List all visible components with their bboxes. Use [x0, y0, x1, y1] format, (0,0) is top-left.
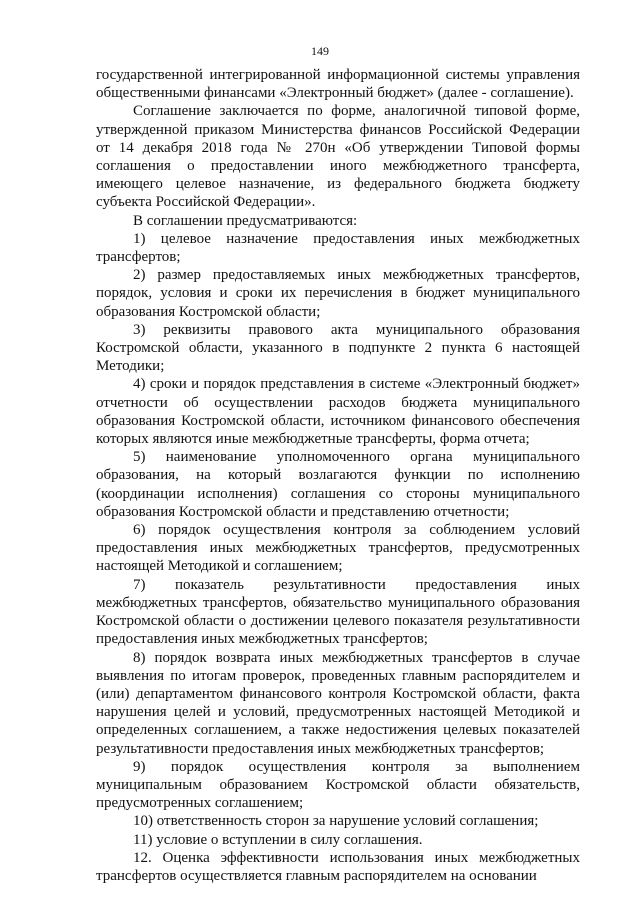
list-item-5: 5) наименование уполномоченного органа муниципального образования, на который возлагаются функции по исполнению (координации исполнения) соглашения со стороны муниципального образования Костромской области и представлению отчетности; [96, 449, 580, 520]
document-body [96, 66, 580, 885]
list-item-4: 4) сроки и порядок представления в системе «Электронный бюджет» отчетности об осуществлении расходов бюджета муниципального образования Костромской области, источником финансового обеспечения которых являются иные межбюджетные трансферты, форма отчета; [96, 376, 580, 448]
list-item-8: 8) порядок возврата иных межбюджетных трансфертов в случае выявления по итогам проверок, проведенных главным распорядителем и (или) департаментом финансового контроля Костромской области, факта нарушения целей и условий, предусмотренных настоящей Методикой и определенных соглашением, а также недостижения целевых показателей результативности предоставления иных межбюджетных трансфертов; [96, 649, 580, 757]
page-number: 149 [311, 44, 329, 58]
list-item-7: 7) показатель результативности предоставления иных межбюджетных трансфертов, обязательство муниципального образования Костромской области о достижении целевого показателя результативности предоставления иных межбюджетных трансфертов; [96, 576, 580, 648]
list-item-9: 9) порядок осуществления контроля за выполнением муниципальным образованием Костромской области обязательств, предусмотренных соглашением; [96, 758, 580, 812]
list-item-11: 11) условие о вступлении в силу соглашения. [133, 831, 423, 848]
list-item-2: 2) размер предоставляемых иных межбюджетных трансфертов, порядок, условия и сроки их перечисления в бюджет муниципального образования Костромской области; [96, 267, 580, 320]
paragraph-agreement-provisions-intro: В соглашении предусматриваются: [133, 212, 358, 229]
paragraph-continuation: государственной интегрированной информационной системы управления общественными финансами «Электронный бюджет» (далее - соглашение). [96, 67, 580, 102]
list-item-6: 6) порядок осуществления контроля за соблюдением условий предоставления иных межбюджетных трансфертов, предусмотренных настоящей Методикой и соглашением; [96, 522, 580, 575]
list-item-1: 1) целевое назначение предоставления иных межбюджетных трансфертов; [96, 230, 580, 266]
list-item-10: 10) ответственность сторон за нарушение условий соглашения; [133, 813, 539, 830]
paragraph-section-12: 12. Оценка эффективности использования иных межбюджетных трансфертов осуществляется главным распорядителем на основании [96, 849, 580, 884]
paragraph-agreement-form: Соглашение заключается по форме, аналогичной типовой форме, утвержденной приказом Министерства финансов Российской Федерации от 14 декабря 2018 года № 270н «Об утверждении Типовой формы соглашения о предоставлении иного межбюджетного трансферта, имеющего целевое назначение, из федерального бюджета бюджету субъекта Российской Федерации». [96, 103, 580, 211]
list-item-3: 3) реквизиты правового акта муниципального образования Костромской области, указанного в подпункте 2 пункта 6 настоящей Методики; [96, 321, 580, 375]
